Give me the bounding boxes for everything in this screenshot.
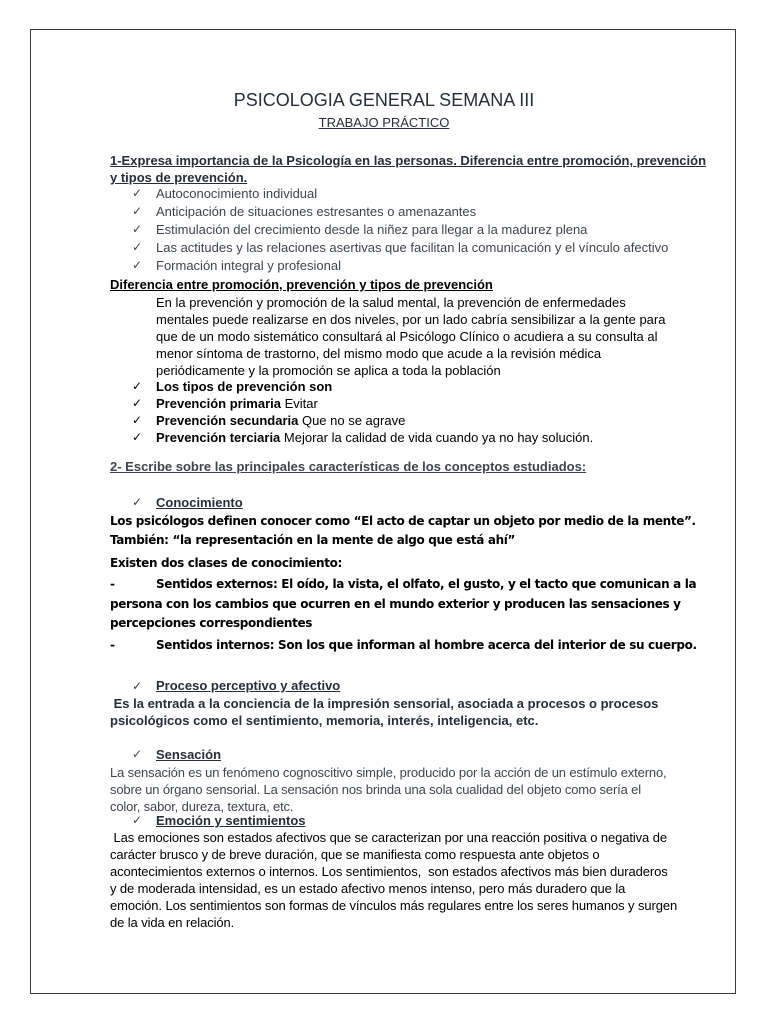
paragraph-line: acontecimientos externos o internos. Los sentimientos, son estados afectivos más bien duraderos [110,864,668,879]
list-item: Las actitudes y las relaciones asertivas que facilitan la comunicación y el vínculo afectivo [156,240,669,255]
check-icon: ✓ [132,413,143,427]
dash-marker: - [110,577,115,591]
check-icon: ✓ [132,495,143,509]
paragraph-line: de la vida en relación. [110,915,235,930]
sensacion-paragraph [110,764,667,815]
paragraph-line: Las emociones son estados afectivos que se caracterizan por una reacción positiva o negativa de [110,830,667,845]
check-icon: ✓ [132,396,143,410]
q2-heading: 2- Escribe sobre las principales características de los conceptos estudiados: [110,459,587,474]
q1-heading [110,152,706,186]
paragraph-line: psicológicos como el sentimiento, memoria, interés, inteligencia, etc. [110,713,539,728]
q1-heading-line: y tipos de prevención. [110,170,248,185]
prevention-type-label: Prevención secundaria [156,413,299,428]
sentidos-externos-line: persona con los cambios que ocurren en el mundo exterior y producen las sensaciones y [110,597,681,611]
emocion-paragraph [110,829,677,931]
proceso-title: Proceso perceptivo y afectivo [156,678,341,693]
sentidos-internos-line: Sentidos internos: Son los que informan al hombre acerca del interior de su cuerpo. [156,638,697,652]
paragraph-line: La sensación es un fenómeno cognoscitivo simple, producido por la acción de un estímulo externo, [110,765,667,780]
prevention-type-item [156,429,593,446]
difference-paragraph [156,294,665,379]
prevention-type-label: Los tipos de prevención son [156,379,333,394]
difference-heading: Diferencia entre promoción, prevención y tipos de prevención [110,277,493,292]
paragraph-line: Es la entrada a la conciencia de la impresión sensorial, asociada a procesos o procesos [110,696,659,711]
conocimiento-title: Conocimiento [156,495,243,510]
q1-heading-line: 1-Expresa importancia de la Psicología en las personas. Diferencia entre promoción, prevención [110,153,707,168]
paragraph-line: carácter brusco y de breve duración, que se manifiesta como respuesta ante objetos o [110,847,600,862]
check-icon: ✓ [132,222,143,236]
sentidos-externos-line: Sentidos externos: El oído, la vista, el olfato, el gusto, y el tacto que comunican a la [156,577,697,591]
proceso-paragraph [110,695,658,729]
list-item: Estimulación del crecimiento desde la niñez para llegar a la madurez plena [156,222,588,237]
check-icon: ✓ [132,204,143,218]
prevention-type-label: Prevención terciaria [156,430,281,445]
sensacion-title: Sensación [156,747,222,762]
paragraph-line: emoción. Los sentimientos son formas de vínculos más regulares entre los seres humanos y surgen [110,898,678,913]
paragraph-line: En la prevención y promoción de la salud mental, la prevención de enfermedades [156,295,626,310]
page-subtitle: TRABAJO PRÁCTICO [318,115,450,130]
check-icon: ✓ [132,186,143,200]
paragraph-line: y de moderada intensidad, es un estado afectivo menos intenso, pero más duradero que la [110,881,626,896]
check-icon: ✓ [132,430,143,444]
check-icon: ✓ [132,747,143,761]
conocimiento-line: También: “la representación en la mente de algo que está ahí” [110,533,516,547]
prevention-type-label: Prevención primaria [156,396,281,411]
list-item: Anticipación de situaciones estresantes o amenazantes [156,204,477,219]
prevention-type-text: Evitar [281,396,318,411]
emocion-title: Emoción y sentimientos [156,813,306,828]
check-icon: ✓ [132,258,143,272]
check-icon: ✓ [132,379,143,393]
dash-marker: - [110,638,115,652]
check-icon: ✓ [132,813,143,827]
list-item: Autoconocimiento individual [156,186,318,201]
conocimiento-line: Los psicólogos definen conocer como “El acto de captar un objeto por medio de la mente”. [110,514,696,528]
prevention-type-text: Que no se agrave [298,413,406,428]
paragraph-line: sobre un órgano sensorial. La sensación nos brinda una sola cualidad del objeto como sería el [110,782,641,797]
conocimiento-line: Existen dos clases de conocimiento: [110,556,342,570]
paragraph-line: periódicamente y la promoción se aplica a toda la población [156,363,501,378]
prevention-type-item [156,412,405,429]
paragraph-line: mentales puede realizarse en dos niveles, por un lado cabría sensibilizar a la gente para [156,312,666,327]
paragraph-line: color, sabor, dureza, textura, etc. [110,799,294,814]
prevention-type-item [156,395,318,412]
paragraph-line: menor síntoma de trastorno, del mismo modo que acude a la revisión médica [156,346,602,361]
check-icon: ✓ [132,240,143,254]
list-item: Formación integral y profesional [156,258,341,273]
prevention-type-text: Mejorar la calidad de vida cuando ya no hay solución. [280,430,594,445]
page-title: PSICOLOGIA GENERAL SEMANA III [233,90,535,110]
check-icon: ✓ [132,679,143,693]
prevention-type-item [156,378,332,395]
sentidos-externos-line: percepciones correspondientes [110,616,313,630]
paragraph-line: que de un modo sistemático consultará al Psicólogo Clínico o acudiera a su consulta al [156,329,658,344]
